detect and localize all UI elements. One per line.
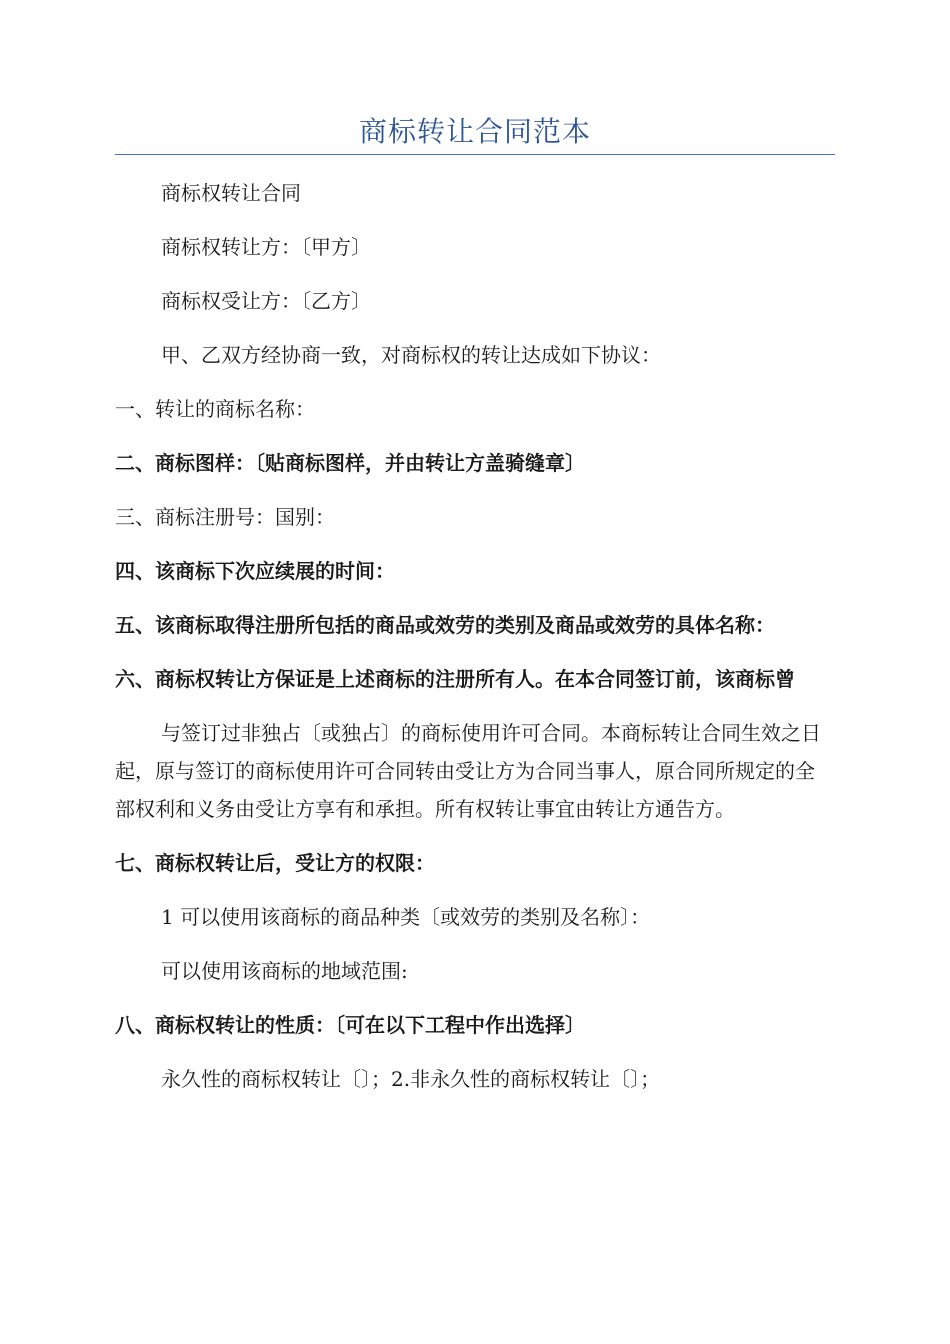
clause-5: 五、该商标取得注册所包括的商品或效劳的类别及商品或效劳的具体名称： (115, 613, 775, 637)
clause-8-options: 永久性的商标权转让〔〕；2.非永久性的商标权转让〔〕； (161, 1067, 661, 1091)
clause-7-item-1: 1 可以使用该商标的商品种类〔或效劳的类别及名称〕： (161, 905, 651, 929)
document-title: 商标转让合同范本 (358, 115, 591, 148)
paragraph-agreement-intro: 甲、乙双方经协商一致，对商标权的转让达成如下协议： (161, 343, 661, 367)
clause-7-item-2: 可以使用该商标的地域范围: (161, 959, 408, 983)
title-underline (115, 154, 835, 155)
clause-3: 三、商标注册号：国别： (115, 505, 335, 529)
clause-7: 七、商标权转让后，受让方的权限： (115, 851, 435, 875)
paragraph-transferee: 商标权受让方：〔乙方〕 (161, 289, 371, 313)
clause-2: 二、商标图样：〔贴商标图样，并由转让方盖骑缝章〕 (115, 451, 585, 475)
clause-8: 八、商标权转让的性质：〔可在以下工程中作出选择〕 (115, 1013, 585, 1037)
clause-6-body: 与签订过非独占〔或独占〕的商标使用许可合同。本商标转让合同生效之日起，原与签订的商标使用许可合同转由受让方为合同当事人，原合同所规定的全部权利和义务由受让方享有和承担。所有权转让事宜由转让方通告方。 (115, 721, 821, 821)
clause-1: 一、转让的商标名称： (115, 397, 315, 421)
paragraph-transferor: 商标权转让方：〔甲方〕 (161, 235, 371, 259)
clause-6: 六、商标权转让方保证是上述商标的注册所有人。在本合同签订前，该商标曾 (115, 667, 795, 691)
document-body (115, 174, 833, 1114)
clause-4: 四、该商标下次应续展的时间： (115, 559, 395, 583)
paragraph-contract-name: 商标权转让合同 (161, 181, 301, 205)
